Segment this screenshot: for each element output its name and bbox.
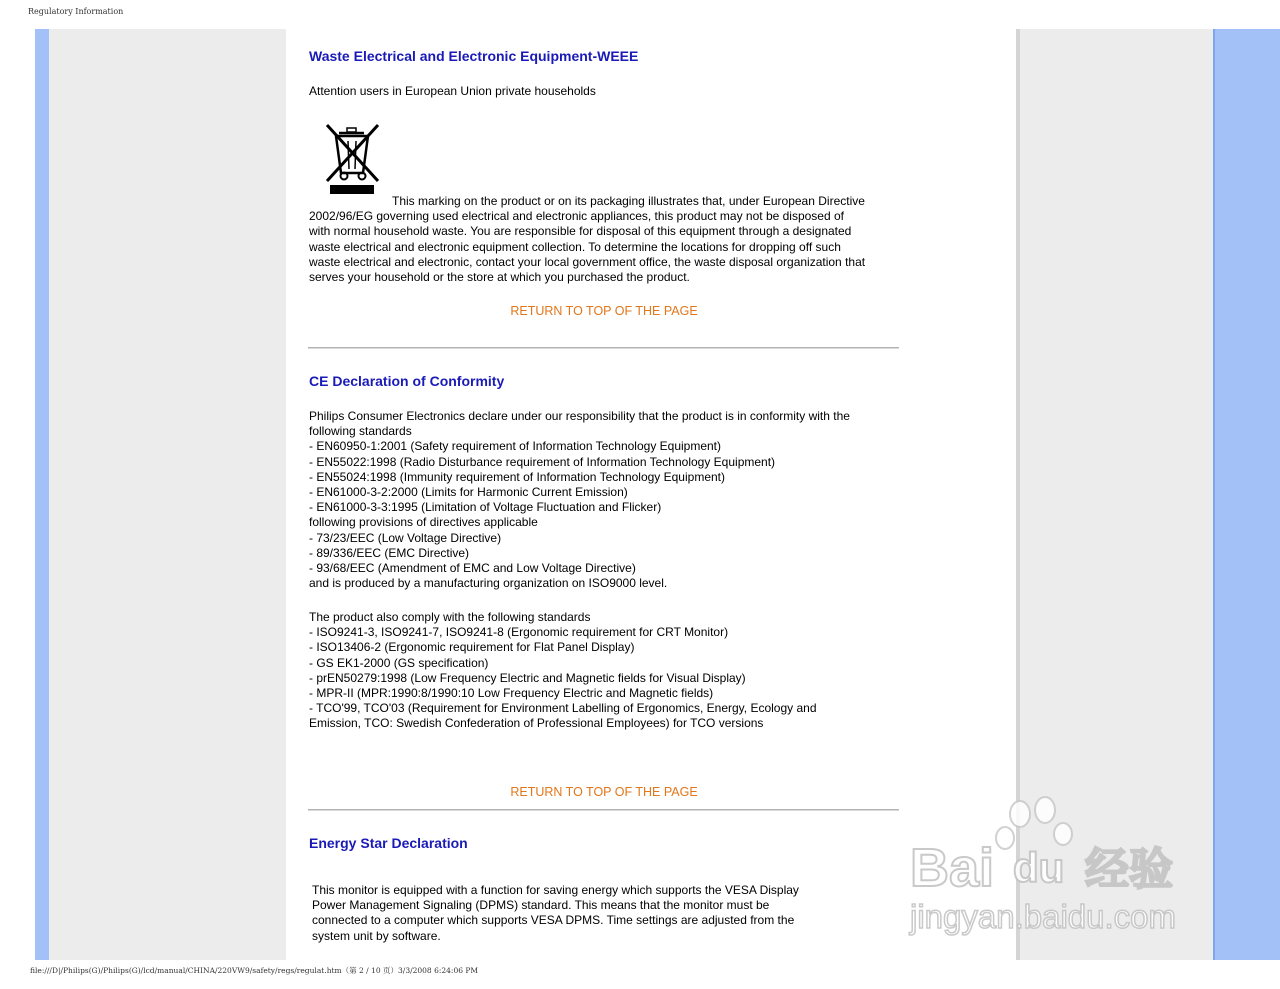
right-blue-stripe	[1213, 29, 1280, 960]
page-header: Regulatory Information	[28, 7, 124, 16]
ce-line: - 73/23/EEC (Low Voltage Directive)	[309, 530, 502, 545]
watermark-brand: Bai	[910, 838, 995, 898]
ce-standard-line: - ISO9241-3, ISO9241-7, ISO9241-8 (Ergonomic requirement for CRT Monitor)	[309, 625, 729, 640]
weee-line: waste electrical and electronic equipment collection. To determine the locations for dropping off such	[309, 239, 841, 254]
energy-star-heading: Energy Star Declaration	[309, 835, 468, 851]
ce-line: following provisions of directives applicable	[309, 515, 538, 530]
ce-line: Philips Consumer Electronics declare under our responsibility that the product is in conformity with the	[309, 409, 850, 423]
ce-standard-line: - ISO13406-2 (Ergonomic requirement for Flat Panel Display)	[309, 640, 635, 655]
ce-standard-line: - TCO'99, TCO'03 (Requirement for Environment Labelling of Ergonomics, Energy, Ecology and	[309, 701, 817, 716]
ce-line: - EN55022:1998 (Radio Disturbance requirement of Information Technology Equipment)	[309, 454, 776, 469]
section-divider	[308, 347, 899, 349]
ce-line: - 89/336/EEC (EMC Directive)	[309, 545, 470, 560]
ce-body	[309, 409, 904, 591]
left-gray-panel	[49, 29, 286, 960]
watermark-url: jingyan.baidu.com	[910, 898, 1176, 935]
weee-attention: Attention users in European Union private households	[309, 84, 596, 98]
return-to-top-link[interactable]: RETURN TO TOP OF THE PAGE	[510, 304, 698, 318]
ce-line: - EN55024:1998 (Immunity requirement of Information Technology Equipment)	[309, 469, 725, 484]
weee-line: This marking on the product or on its packaging illustrates that, under European Directive	[392, 194, 865, 208]
ce-line: - EN61000-3-2:2000 (Limits for Harmonic Current Emission)	[309, 485, 628, 500]
ce-standard-line: - MPR-II (MPR:1990:8/1990:10 Low Frequency Electric and Magnetic fields)	[309, 686, 714, 701]
crossed-out-wheelie-bin-icon	[322, 121, 382, 197]
ce-line: and is produced by a manufacturing organization on ISO9000 level.	[309, 576, 668, 591]
weee-heading: Waste Electrical and Electronic Equipment-WEEE	[309, 48, 639, 64]
baidu-paw-icon	[996, 797, 1072, 849]
watermark-brand-du: du	[1013, 844, 1065, 891]
ce-standard-line: - prEN50279:1998 (Low Frequency Electric and Magnetic fields for Visual Display)	[309, 670, 746, 685]
section-divider	[308, 809, 899, 811]
energy-line: connected to a computer which supports VESA DPMS. Time settings are adjusted from the	[312, 913, 795, 928]
energy-line: Power Management Signaling (DPMS) standard. This means that the monitor must be	[312, 898, 770, 913]
ce-line: following standards	[309, 424, 412, 439]
right-blue-stripe-edge	[1213, 29, 1215, 960]
ce-standard-line: The product also comply with the following standards	[309, 610, 591, 624]
ce-standard-line: - GS EK1-2000 (GS specification)	[309, 655, 489, 670]
energy-line: This monitor is equipped with a function for saving energy which supports the VESA Display	[312, 883, 799, 897]
ce-line: - EN61000-3-3:1995 (Limitation of Voltage Fluctuation and Flicker)	[309, 500, 662, 515]
left-blue-stripe	[35, 29, 49, 960]
ce-heading: CE Declaration of Conformity	[309, 373, 505, 389]
weee-body	[309, 194, 904, 285]
ce-line: - 93/68/EEC (Amendment of EMC and Low Voltage Directive)	[309, 561, 636, 576]
baidu-jingyan-watermark	[905, 796, 1205, 946]
watermark-cn: 经验	[1085, 844, 1173, 895]
page-footer: file:///D|/Philips(G)/Philips(G)/lcd/manual/CHINA/220VW9/safety/regs/regulat.htm（第 2 / 10 页）3/3/2008 6:24:06 PM	[30, 966, 479, 975]
weee-line: 2002/96/EG governing used electrical and electronic appliances, this product may not be disposed of	[309, 209, 844, 224]
energy-line: system unit by software.	[312, 928, 441, 943]
weee-line: with normal household waste. You are responsible for disposal of this equipment through a designated	[309, 224, 852, 239]
return-to-top-link[interactable]: RETURN TO TOP OF THE PAGE	[510, 785, 698, 799]
ce-standards-body	[309, 610, 904, 732]
energy-star-body	[312, 883, 872, 944]
weee-line: serves your household or the store at which you purchased the product.	[309, 270, 690, 285]
ce-line: - EN60950-1:2001 (Safety requirement of Information Technology Equipment)	[309, 439, 722, 454]
ce-standard-line: Emission, TCO: Swedish Confederation of Professional Employees) for TCO versions	[309, 716, 764, 731]
weee-line: waste electrical and electronic, contact your local government office, the waste disposal organization that	[309, 254, 866, 269]
